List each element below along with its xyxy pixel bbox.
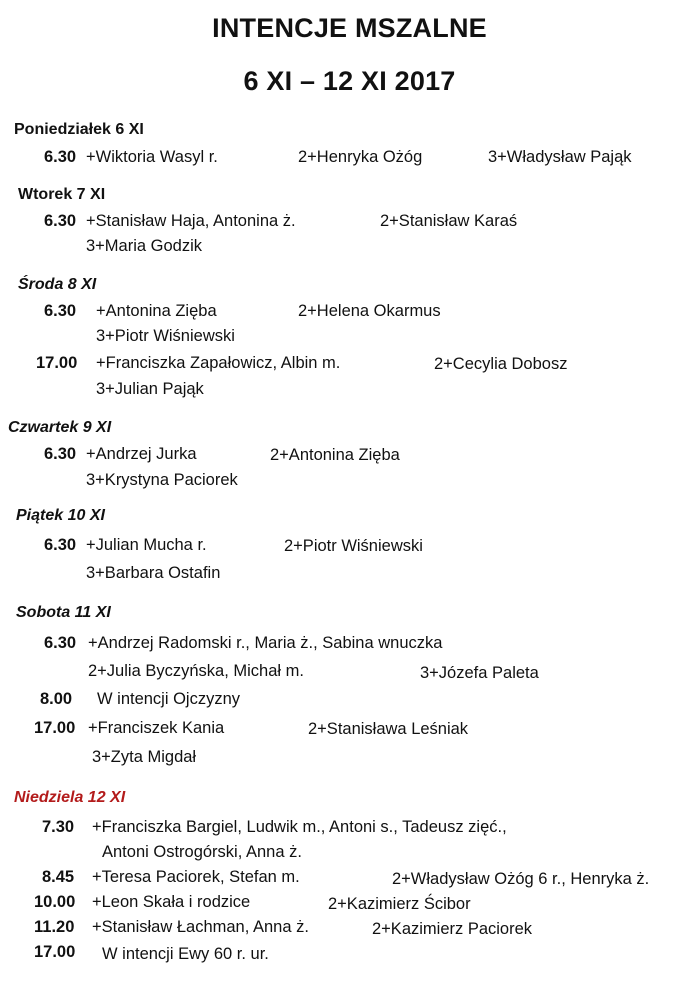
intention-3: 3+Barbara Ostafin — [86, 564, 221, 582]
mass-time: 6.30 — [44, 536, 77, 554]
mass-time: 17.00 — [34, 719, 76, 737]
mass-time: 7.30 — [42, 818, 75, 836]
day-heading-saturday: Sobota 11 XI — [16, 604, 111, 621]
day-heading-tuesday: Wtorek 7 XI — [18, 186, 106, 203]
intention-3: 3+Piotr Wiśniewski — [96, 327, 235, 345]
intention-3: 3+Maria Godzik — [86, 237, 203, 255]
intention-2: 2+Stanisław Karaś — [380, 212, 518, 230]
intention-1: +Antonina Zięba — [96, 302, 217, 320]
day-heading-thursday: Czwartek 9 XI — [8, 419, 112, 436]
intention-3: 3+Zyta Migdał — [92, 748, 197, 766]
intention-2: 2+Kazimierz Paciorek — [372, 920, 533, 938]
intention-1: +Leon Skała i rodzice — [92, 893, 251, 911]
intention-1: +Julian Mucha r. — [86, 536, 207, 554]
intention-2: 2+Władysław Ożóg 6 r., Henryka ż. — [392, 870, 650, 888]
mass-time: 17.00 — [36, 354, 78, 372]
day-heading-wednesday: Środa 8 XI — [18, 276, 97, 293]
intention-1: W intencji Ojczyzny — [97, 690, 241, 708]
mass-time: 6.30 — [44, 445, 77, 463]
mass-time: 6.30 — [44, 212, 77, 230]
intention-2: 2+Julia Byczyńska, Michał m. — [88, 662, 304, 680]
mass-time: 11.20 — [34, 918, 75, 936]
intention-2: 2+Cecylia Dobosz — [434, 355, 568, 373]
intention-1: +Andrzej Jurka — [86, 445, 197, 463]
intention-2: 2+Stanisława Leśniak — [308, 720, 469, 738]
intention-3: 3+Józefa Paleta — [420, 664, 539, 682]
mass-time: 6.30 — [44, 148, 77, 166]
intention-1: +Teresa Paciorek, Stefan m. — [92, 868, 300, 886]
intention-1-continued: Antoni Ostrogórski, Anna ż. — [102, 843, 302, 861]
intention-2: 2+Antonina Zięba — [270, 446, 400, 464]
intention-1: +Franciszka Bargiel, Ludwik m., Antoni s., Tadeusz zięć., — [92, 818, 507, 836]
intention-3: 3+Julian Pająk — [96, 380, 204, 398]
mass-time: 17.00 — [34, 943, 76, 961]
intention-1: +Franciszek Kania — [88, 719, 225, 737]
day-heading-friday: Piątek 10 XI — [16, 507, 105, 524]
page-title: INTENCJE MSZALNE — [212, 13, 487, 43]
mass-time: 10.00 — [34, 893, 76, 911]
date-range: 6 XI – 12 XI 2017 — [243, 66, 456, 96]
intention-1: +Andrzej Radomski r., Maria ż., Sabina wnuczka — [88, 634, 443, 652]
intention-2: 2+Henryka Ożóg — [298, 148, 423, 166]
intention-1: +Stanisław Łachman, Anna ż. — [92, 918, 309, 936]
mass-time: 6.30 — [44, 634, 77, 652]
intention-1: W intencji Ewy 60 r. ur. — [102, 945, 269, 963]
day-heading-monday: Poniedziałek 6 XI — [14, 121, 144, 138]
intention-1: +Franciszka Zapałowicz, Albin m. — [96, 354, 341, 372]
intention-2: 2+Piotr Wiśniewski — [284, 537, 423, 555]
day-heading-sunday: Niedziela 12 XI — [14, 789, 126, 806]
intention-1: +Stanisław Haja, Antonina ż. — [86, 212, 296, 230]
intention-2: 2+Helena Okarmus — [298, 302, 441, 320]
mass-time: 8.00 — [40, 690, 73, 708]
intention-3: 3+Władysław Pająk — [488, 148, 632, 166]
mass-time: 6.30 — [44, 302, 77, 320]
intention-2: 2+Kazimierz Ścibor — [328, 895, 471, 913]
intention-3: 3+Krystyna Paciorek — [86, 471, 238, 489]
mass-time: 8.45 — [42, 868, 75, 886]
intention-1: +Wiktoria Wasyl r. — [86, 148, 218, 166]
